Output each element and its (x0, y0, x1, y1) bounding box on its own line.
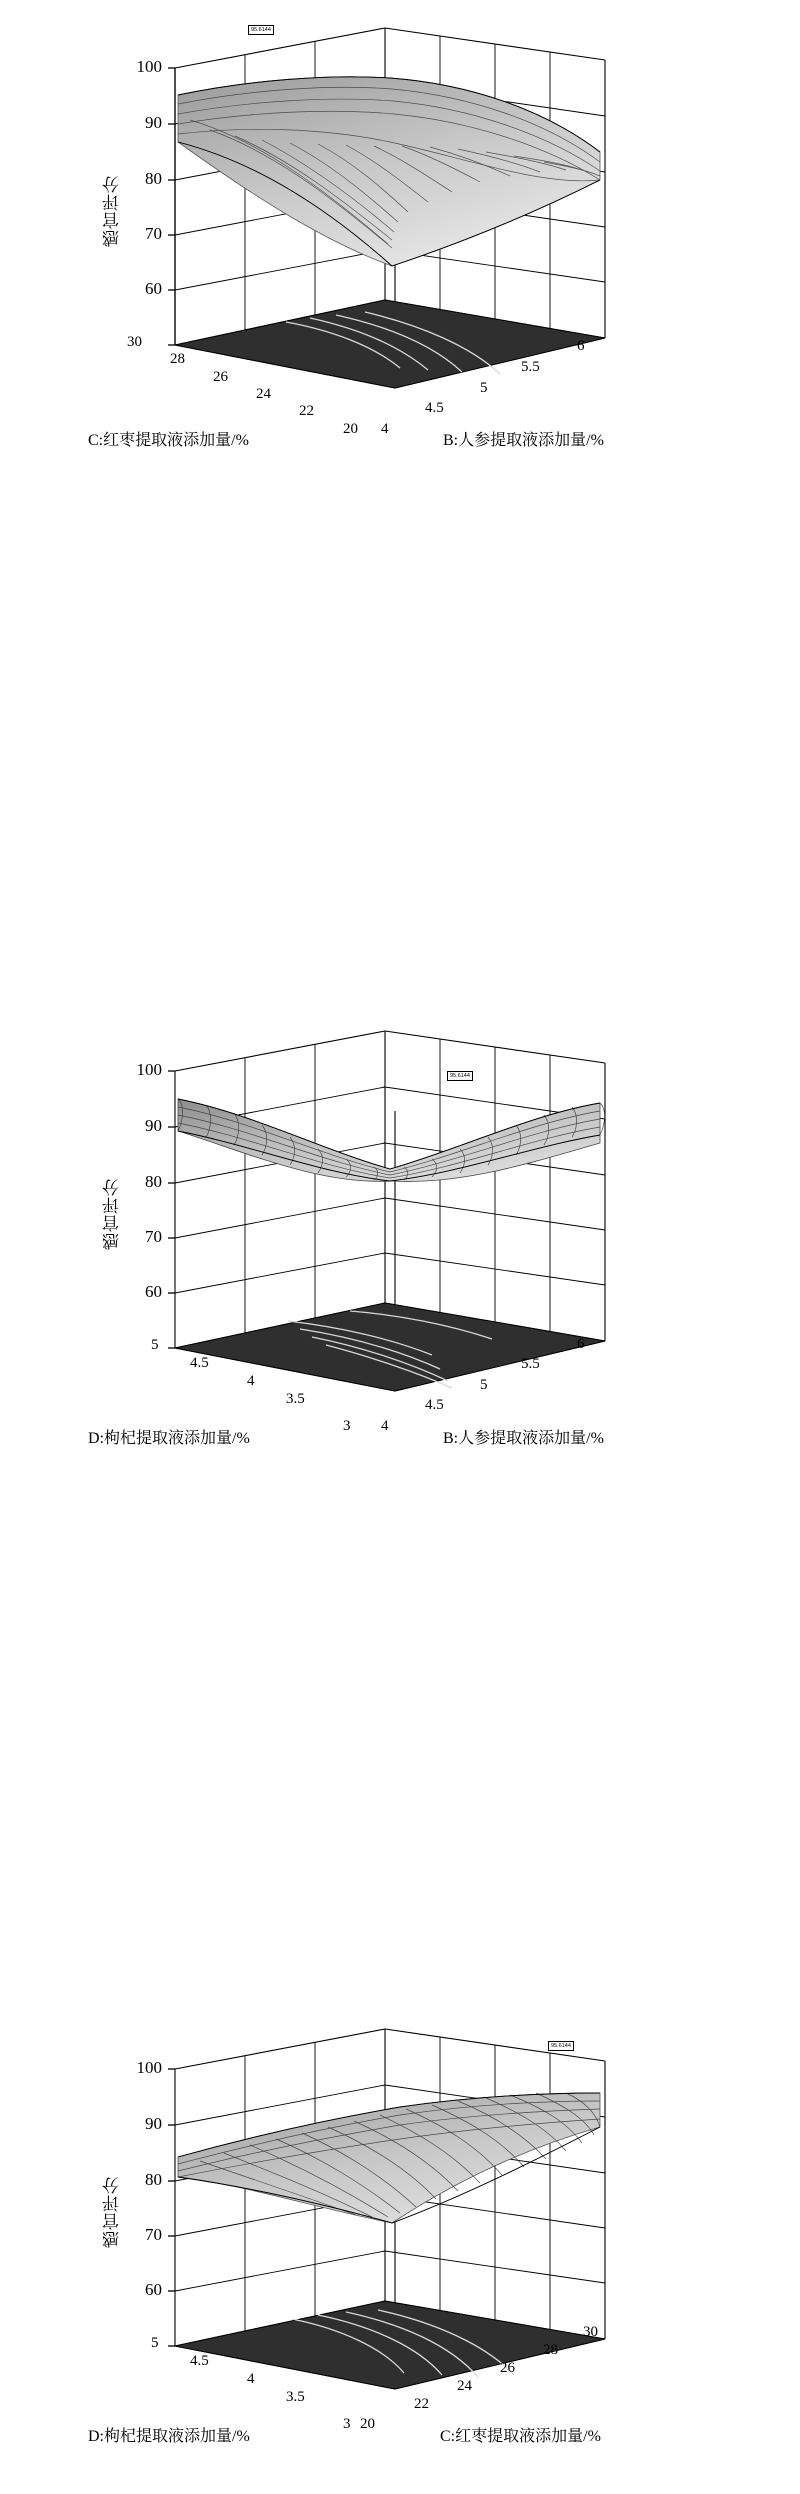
panel-1-left-tick-0: 30 (127, 334, 142, 350)
panel-1-z-tick-0: 100 (136, 57, 162, 76)
panel-3-value-flag: 95.6144 (548, 2041, 574, 2051)
panel-2-right-tick-2: 5 (480, 1377, 488, 1393)
panel-3-right-axis-title: C:红枣提取液添加量/% (440, 2428, 601, 2445)
panel-1-z-tick-4: 60 (145, 279, 162, 298)
panel-3-right-tick-1: 22 (414, 2396, 429, 2412)
panel-2-z-tick-0: 100 (136, 1060, 162, 1079)
panel-2-left-axis-title: D:枸杞提取液添加量/% (88, 1430, 250, 1447)
panel-1-right-tick-0: 4 (381, 421, 389, 437)
panel-2-value-flag: 95.6144 (447, 1071, 473, 1081)
panel-2-z-tick-1: 90 (145, 1116, 162, 1135)
panel-2-left-tick-4: 3 (343, 1418, 351, 1434)
panel-3-left-axis-title: D:枸杞提取液添加量/% (88, 2428, 250, 2445)
panel-3-z-tick-0: 100 (136, 2058, 162, 2077)
panel-3-z-tick-2: 80 (145, 2170, 162, 2189)
panel-3-z-axis-label: 感官评分 (103, 2176, 122, 2248)
panel-3-right-tick-5: 30 (583, 2324, 598, 2340)
panel-1-right-tick-3: 5.5 (521, 359, 540, 375)
panel-1-left-tick-4: 22 (299, 403, 314, 419)
panel-2-right-tick-4: 6 (577, 1336, 585, 1352)
panel-2-z-tick-2: 80 (145, 1172, 162, 1191)
panel-3-left-tick-3: 3.5 (286, 2389, 305, 2405)
panel-1-right-tick-2: 5 (480, 380, 488, 396)
panel-2-right-tick-1: 4.5 (425, 1397, 444, 1413)
panel-1-z-tick-2: 80 (145, 169, 162, 188)
panel-2-z-tick-3: 70 (145, 1227, 162, 1246)
panel-2-left-tick-1: 4.5 (190, 1355, 209, 1371)
panel-2-right-tick-0: 4 (381, 1418, 389, 1434)
panel-3-z-tick-1: 90 (145, 2114, 162, 2133)
panel-2-z-tick-4: 60 (145, 1282, 162, 1301)
panel-2-z-axis-label: 感官评分 (103, 1178, 122, 1250)
panel-3 (0, 986, 800, 2445)
panel-1-left-tick-3: 24 (256, 386, 271, 402)
panel-3-left-tick-1: 4.5 (190, 2353, 209, 2369)
panel-2-left-tick-0: 5 (151, 1337, 159, 1353)
panel-1-left-tick-1: 28 (170, 351, 185, 367)
panel-1-left-tick-5: 20 (343, 421, 358, 437)
panel-3-left-tick-2: 4 (247, 2371, 255, 2387)
panel-1-right-tick-1: 4.5 (425, 400, 444, 416)
panel-2-left-tick-3: 3.5 (286, 1391, 305, 1407)
panel-1-right-axis-title: B:人参提取液添加量/% (443, 432, 604, 449)
panel-1-left-tick-2: 26 (213, 369, 228, 385)
panel-3-z-tick-3: 70 (145, 2225, 162, 2244)
panel-1-right-tick-4: 6 (577, 338, 585, 354)
panel-3-left-tick-4: 3 (343, 2416, 351, 2432)
panel-3-right-tick-3: 26 (500, 2360, 515, 2376)
panel-1-left-axis-title: C:红枣提取液添加量/% (88, 432, 249, 449)
panel-1 (0, 0, 800, 493)
panel-1-z-tick-1: 90 (145, 113, 162, 132)
panel-3-right-tick-2: 24 (457, 2378, 472, 2394)
panel-3-left-tick-0: 5 (151, 2335, 159, 2351)
panel-2-right-axis-title: B:人参提取液添加量/% (443, 1430, 604, 1447)
panel-2-right-tick-3: 5.5 (521, 1356, 540, 1372)
panel-1-value-flag: 95.6144 (248, 25, 274, 35)
panel-2 (0, 493, 800, 1447)
panel-2-left-tick-2: 4 (247, 1373, 255, 1389)
panel-3-right-tick-4: 28 (543, 2342, 558, 2358)
panel-3-right-tick-0: 20 (360, 2416, 375, 2432)
panel-1-z-axis-label: 感官评分 (103, 175, 122, 247)
panel-1-z-tick-3: 70 (145, 224, 162, 243)
panel-3-z-tick-4: 60 (145, 2280, 162, 2299)
